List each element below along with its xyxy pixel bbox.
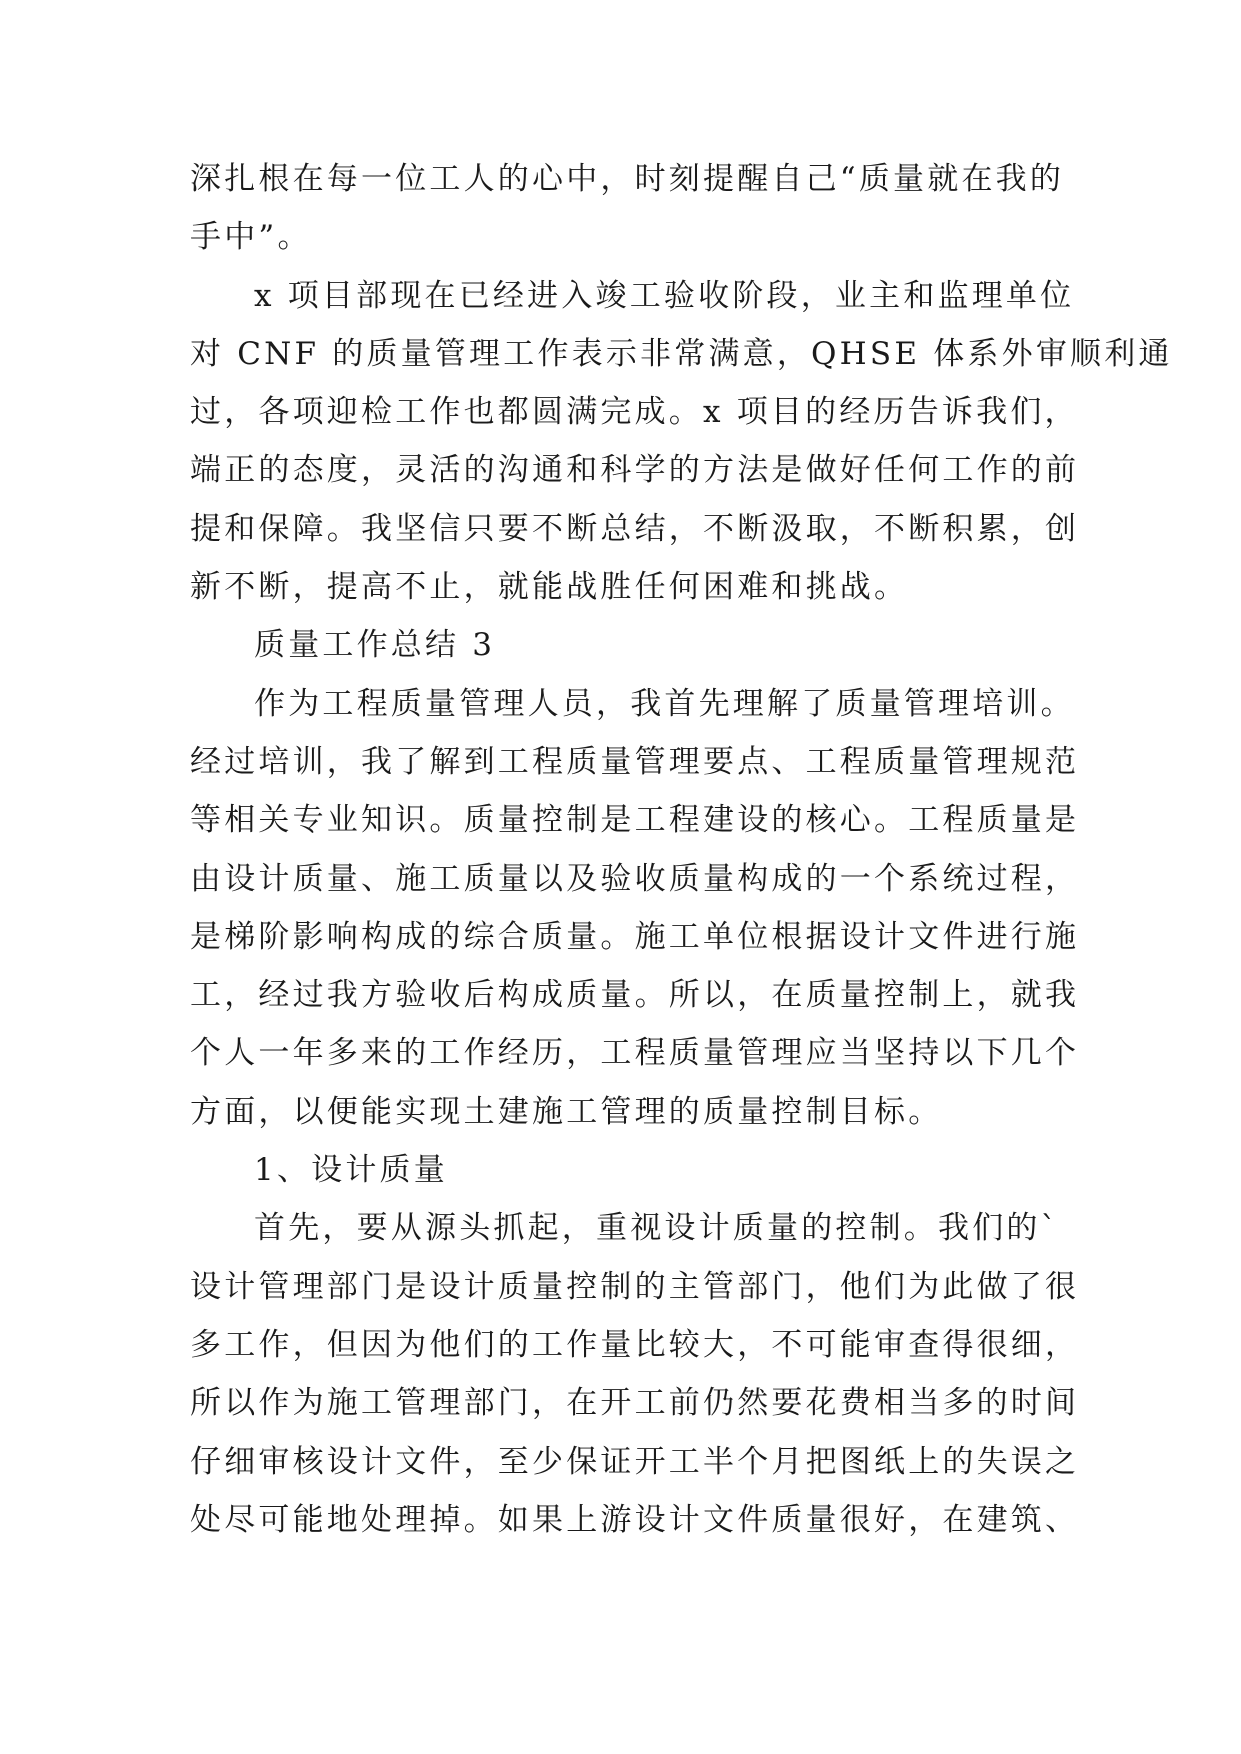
text-line: 工，经过我方验收后构成质量。所以，在质量控制上，就我 [190, 977, 1080, 1014]
document-body [190, 150, 1173, 1549]
text-line: 等相关专业知识。质量控制是工程建设的核心。工程质量是 [190, 802, 1080, 839]
text-line: 过，各项迎检工作也都圆满完成。x 项目的经历告诉我们， [190, 394, 1079, 431]
text-line: 个人一年多来的工作经历，工程质量管理应当坚持以下几个 [190, 1035, 1080, 1072]
section-heading: 质量工作总结 3 [254, 627, 496, 664]
text-line: x 项目部现在已经进入竣工验收阶段，业主和监理单位 [254, 277, 1075, 314]
text-line: 对 CNF 的质量管理工作表示非常满意，QHSE 体系外审顺利通 [190, 335, 1173, 372]
text-line: 手中”。 [190, 219, 312, 256]
text-line: 端正的态度，灵活的沟通和科学的方法是做好任何工作的前 [190, 452, 1080, 489]
text-line: 是梯阶影响构成的综合质量。施工单位根据设计文件进行施 [190, 918, 1080, 955]
text-line: 作为工程质量管理人员，我首先理解了质量管理培训。 [254, 685, 1075, 722]
subsection-heading: 1、设计质量 [254, 1152, 448, 1189]
text-line: 仔细审核设计文件，至少保证开工半个月把图纸上的失误之 [190, 1443, 1080, 1480]
text-line: 经过培训，我了解到工程质量管理要点、工程质量管理规范 [190, 743, 1080, 780]
text-line: 设计管理部门是设计质量控制的主管部门，他们为此做了很 [190, 1268, 1080, 1305]
text-line: 由设计质量、施工质量以及验收质量构成的一个系统过程， [190, 860, 1080, 897]
text-line: 提和保障。我坚信只要不断总结，不断汲取，不断积累，创 [190, 510, 1080, 547]
text-line: 方面，以便能实现土建施工管理的质量控制目标。 [190, 1093, 943, 1130]
text-line: 新不断，提高不止，就能战胜任何困难和挑战。 [190, 569, 909, 606]
text-line: 首先，要从源头抓起，重视设计质量的控制。我们的` [254, 1210, 1060, 1247]
text-line: 多工作，但因为他们的工作量比较大，不可能审查得很细， [190, 1326, 1080, 1363]
text-line: 深扎根在每一位工人的心中，时刻提醒自己“质量就在我的 [190, 161, 1065, 197]
text-line: 所以作为施工管理部门，在开工前仍然要花费相当多的时间 [190, 1385, 1080, 1422]
text-line: 处尽可能地处理掉。如果上游设计文件质量很好，在建筑、 [190, 1501, 1080, 1538]
